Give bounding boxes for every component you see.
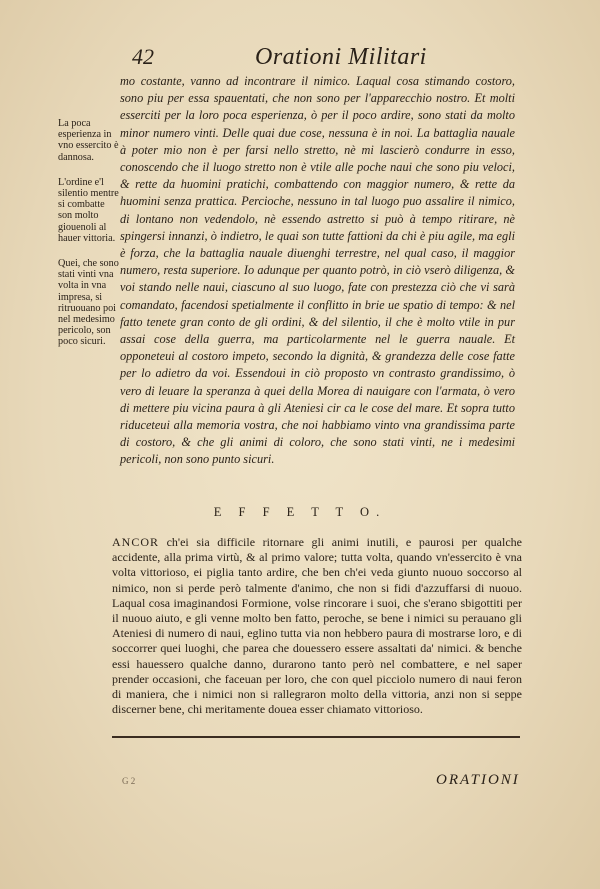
margin-note: La poca esperienza in vno essercito è dannosa. [58,118,119,163]
main-text [120,73,515,469]
signature-mark: G 2 [122,776,136,786]
section-title: E F F E T T O. [213,505,387,519]
margin-note: Quei, che sono stati vinti vna volta in vna impresa, si ritruouano poi nel medesimo pericolo, son poco sicuri. [58,258,119,348]
effetto-paragraph [112,535,522,717]
effetto-body: ch'ei sia difficile ritornare gli animi inutili, e paurosi per qualche accidente, alla prima virtù, & al primo valore; tutta volta, quando vn'essercito è vna volta vittorioso, ei piglia tanto ardire, che ben ch'ei veda giunto nuouo soccorso al nimico, non si perde però talmente d'animo, che non si fidi d'azzuffarsi di nuouo. Laqual cosa imaginandosi Formione, volse rincorare i suoi, che s'erano sbigottiti per il nuouo aiuto, e gli venne molto ben fatto, peroche, se bene i nimici su perauano gli Ateniesi di numero di naui, eglino tutta via non hebbero paura di mostrarse loro, e di soccorrer quei luoghi, che parea che douessero essere assaltati da' nimici. & benche essi hauessero qualche danno, durarono tanto però nel combattere, e nel saper prender occasioni, che faceuan per loro, che con quel picciolo numero di naui feron di maniera, che i nimici non si rallegraron molto della vittoria, anzi non si seppe discerner bene, chi meritamente douea esser chiamato vittorioso. [112,535,522,717]
page-number: 42 [132,44,154,69]
main-paragraph: mo costante, vanno ad incontrare il nimico. Laqual cosa stimando costoro, sono piu per essa spauentati, che non sono per l'apparecchio nostro. Et molti esserciti per la loro poca esperienza, ò per il poco ardire, sono stati da molto minor numero vinti. Delle quai due cose, nessuna è in noi. La battaglia nauale à poter mio non è per farsi nello stretto, nè mi lascierò condurre in esso, conoscendo che il luogo stretto non è vtile alle poche naui che sono piu veloci, & rette da huomini pratichi, combattendo con maggior numero, & rette da huomini senza prattica. Percioche, nessuno in tal luogo puo assalire il nimico, di lontano non vedendolo, nè essendo astretto si può à tempo ritirare, nè spingersi innanzi, ò indietro, le quai son tutte fattioni da chi è piu agile, ma egli è forza, che la battaglia nauale diuenghi terrestre, nel qual caso, il maggior numero, resta superiore. Io adunque per quanto potrò, in ciò vserò diligenza, & voi stando nelle naui, ciascuno al suo luogo, fate con prestezza ciò che vi sarà comandato, facendosi spetialmente il conflitto in brie ue spatio di tempo: & nel fatto tenete gran conto de gli ordini, & del silentio, il che è molto vtile in pur assai cose della guerra, ma particolarmente nel le guerra nauale. Et opponeteui al costoro impeto, secondo la dignità, & grandezza delle cose fatte per lo adietro da voi. Essendoui in ciò proposto vn contrasto grandissimo, ò vero di leuare la speranza à quei della Morea di nauigare con l'armata, ò vero di mettere piu vicina paura à gli Ateniesi cir ca le cose del mare. Et sopra tutto riduceteui alla memoria vostra, che noi habbiamo vinto vna grandissima parte di costoro, & che gli animi di coloro, che sono stati vinti, ne i medesimi pericoli, non sono punto sicuri. [120,74,515,467]
margin-notes [58,118,120,354]
catchword: ORATIONI [436,772,520,788]
running-title: Orationi Militari [255,44,427,70]
divider-rule [112,736,520,738]
lead-word: ANCOR [112,535,160,549]
margin-note: L'ordine e'l silentio mentre si combatte son molto giouenoli al hauer vittoria. [58,176,119,244]
